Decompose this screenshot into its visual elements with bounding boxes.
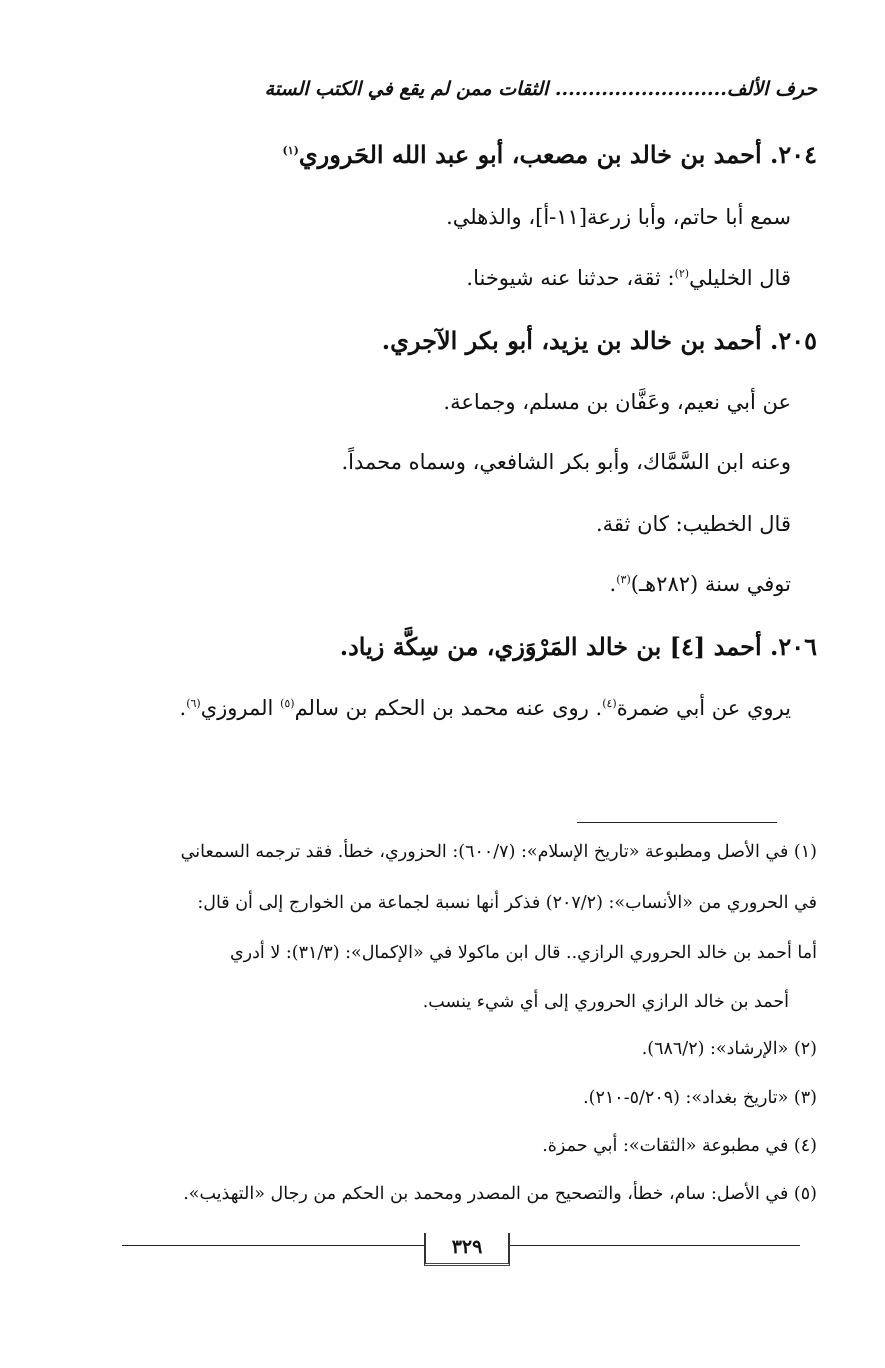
entry-title-206: ٢٠٦. أحمد [٤] بن خالد المَرْوَزي، من سِكَّة زياد.: [339, 632, 817, 661]
footnote-4: (٤) في مطبوعة «الثقات»: أبي حمزة.: [542, 1136, 817, 1156]
footnote-2: (٢) «الإرشاد»: (٦٨٦/٢).: [641, 1039, 817, 1059]
running-header: حرف الألف.......................... الثقات ممن لم يقع في الكتب الستة: [264, 78, 817, 100]
entry-line: قال الخليلي$^{(٢)}$: ثقة، حدثنا عنه شيوخنا.: [466, 266, 791, 290]
footnote-separator: [577, 822, 777, 823]
footnote-1-cont: أما أحمد بن خالد الحروري الرازي.. قال ابن ماكولا في «الإكمال»: (٣١/٣): لا أدري: [229, 943, 817, 963]
footnote-1-cont: أحمد بن خالد الرازي الحروري إلى أي شيء ينسب.: [422, 992, 789, 1012]
entry-line: توفي سنة (٢٨٢هـ)$^{(٣)}$.: [609, 572, 791, 596]
footnote-1-cont: في الحروري من «الأنساب»: (٢٠٧/٢) فذكر أنها نسبة لجماعة من الخوارج إلى أن قال:: [197, 893, 817, 913]
entry-line: يروي عن أبي ضمرة$^{(٤)}$. روى عنه محمد بن الحكم بن سالم$^{(٥)}$ المروزي$^{(٦)}$.: [179, 696, 791, 720]
entry-line: قال الخطيب: كان ثقة.: [596, 512, 791, 536]
footnote-ref: (٤): [602, 697, 617, 710]
entry-title-204: ٢٠٤. أحمد بن خالد بن مصعب، أبو عبد الله الحَروري$^{(١)}$: [282, 140, 817, 169]
entry-line: عن أبي نعيم، وعَفَّان بن مسلم، وجماعة.: [443, 390, 791, 414]
page-number: ٣٢٩: [424, 1233, 510, 1266]
footnote-ref: (٢): [674, 267, 690, 280]
footnote-ref: (١): [282, 144, 299, 157]
footnote-1: (١) في الأصل ومطبوعة «تاريخ الإسلام»: (٦٠٠/٧): الحزوري، خطأ. فقد ترجمه السمعاني: [180, 842, 817, 862]
footnote-3: (٣) «تاريخ بغداد»: (٥/٢٠٩-٢١٠).: [583, 1088, 817, 1108]
entry-line: وعنه ابن السَّمَّاك، وأبو بكر الشافعي، وسماه محمداً.: [341, 450, 791, 474]
entry-title-205: ٢٠٥. أحمد بن خالد بن يزيد، أبو بكر الآجري.: [381, 326, 817, 355]
footnote-5: (٥) في الأصل: سام، خطأ، والتصحيح من المصدر ومحمد بن الحكم من رجال «التهذيب».: [183, 1184, 817, 1204]
footnote-ref: (٦): [186, 697, 201, 710]
footnote-ref: (٥): [280, 697, 295, 710]
entry-line: سمع أبا حاتم، وأبا زرعة[١١-أ]، والذهلي.: [446, 205, 791, 229]
footnote-ref: (٣): [616, 573, 631, 586]
